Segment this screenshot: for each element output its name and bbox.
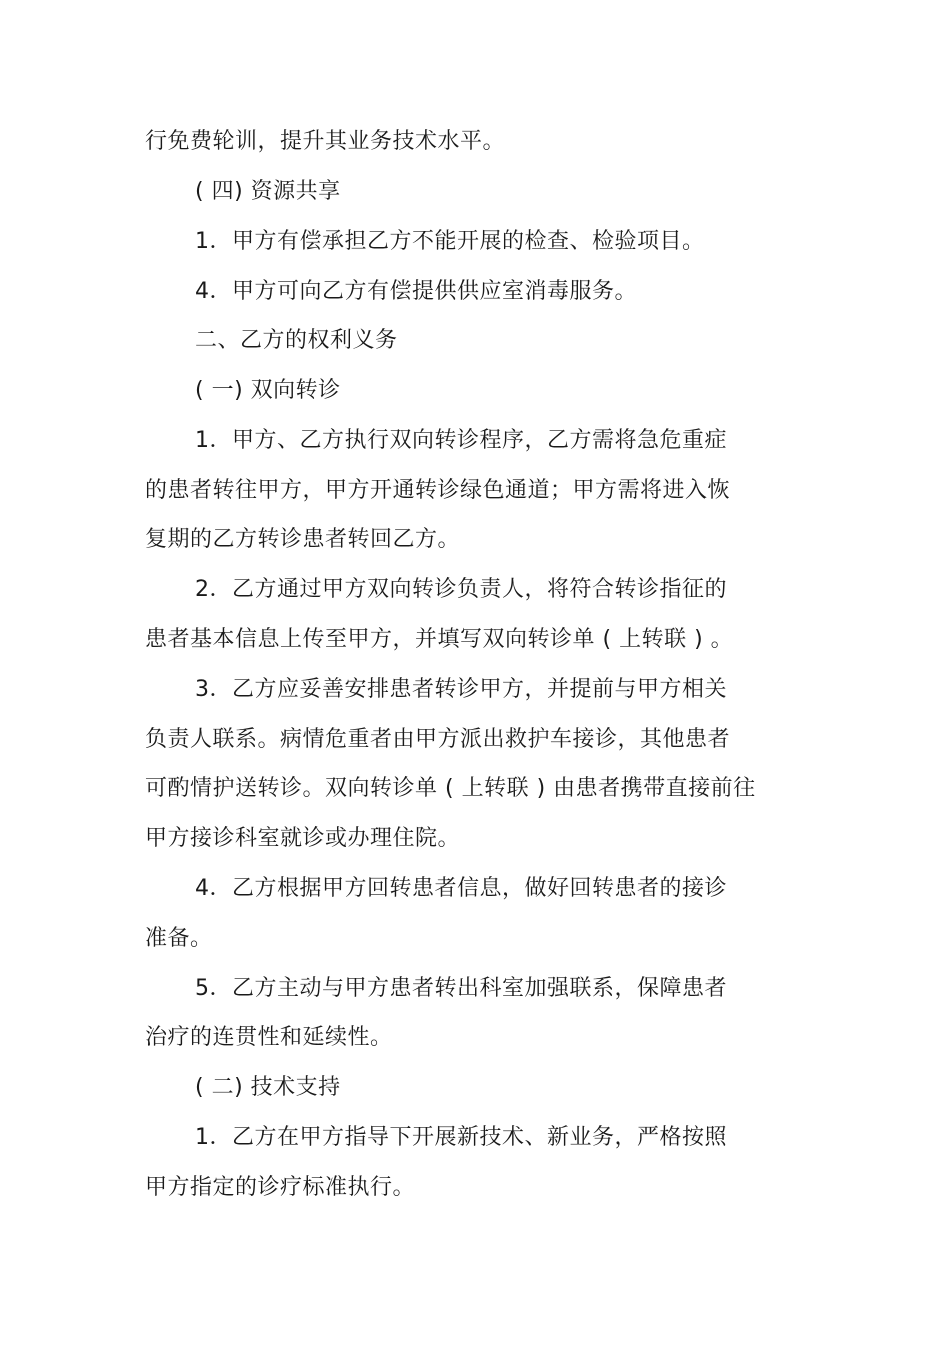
list-item: 1．甲方、乙方执行双向转诊程序，乙方需将急危重症 <box>195 428 727 453</box>
paragraph-line: 治疗的连贯性和延续性。 <box>145 1025 393 1050</box>
paragraph-line: 患者基本信息上传至甲方，并填写双向转诊单 ( 上转联 ) 。 <box>145 627 734 652</box>
list-item: 3．乙方应妥善安排患者转诊甲方，并提前与甲方相关 <box>195 677 727 702</box>
paragraph-line: 复期的乙方转诊患者转回乙方。 <box>145 527 461 552</box>
list-item: 2．乙方通过甲方双向转诊负责人，将符合转诊指征的 <box>195 577 727 602</box>
paragraph-line: 准备。 <box>145 926 213 951</box>
section-heading-party-b-rights: 二、乙方的权利义务 <box>195 328 398 353</box>
paragraph-line: 行免费轮训，提升其业务技术水平。 <box>145 129 506 154</box>
paragraph-line: 的患者转往甲方，甲方开通转诊绿色通道；甲方需将进入恢 <box>145 478 731 503</box>
paragraph-line: 甲方指定的诊疗标准执行。 <box>145 1175 416 1200</box>
section-heading-resource-sharing: ( 四) 资源共享 <box>195 179 341 204</box>
list-item: 1．乙方在甲方指导下开展新技术、新业务，严格按照 <box>195 1125 727 1150</box>
section-heading-two-way-referral: ( 一) 双向转诊 <box>195 378 341 403</box>
list-item: 1．甲方有偿承担乙方不能开展的检查、检验项目。 <box>195 229 705 254</box>
paragraph-line: 可酌情护送转诊。双向转诊单 ( 上转联 ) 由患者携带直接前往 <box>145 776 756 801</box>
list-item: 5．乙方主动与甲方患者转出科室加强联系，保障患者 <box>195 976 727 1001</box>
paragraph-line: 甲方接诊科室就诊或办理住院。 <box>145 826 461 851</box>
list-item: 4．甲方可向乙方有偿提供供应室消毒服务。 <box>195 279 637 304</box>
list-item: 4．乙方根据甲方回转患者信息，做好回转患者的接诊 <box>195 876 727 901</box>
section-heading-technical-support: ( 二) 技术支持 <box>195 1075 341 1100</box>
paragraph-line: 负责人联系。病情危重者由甲方派出救护车接诊，其他患者 <box>145 727 731 752</box>
